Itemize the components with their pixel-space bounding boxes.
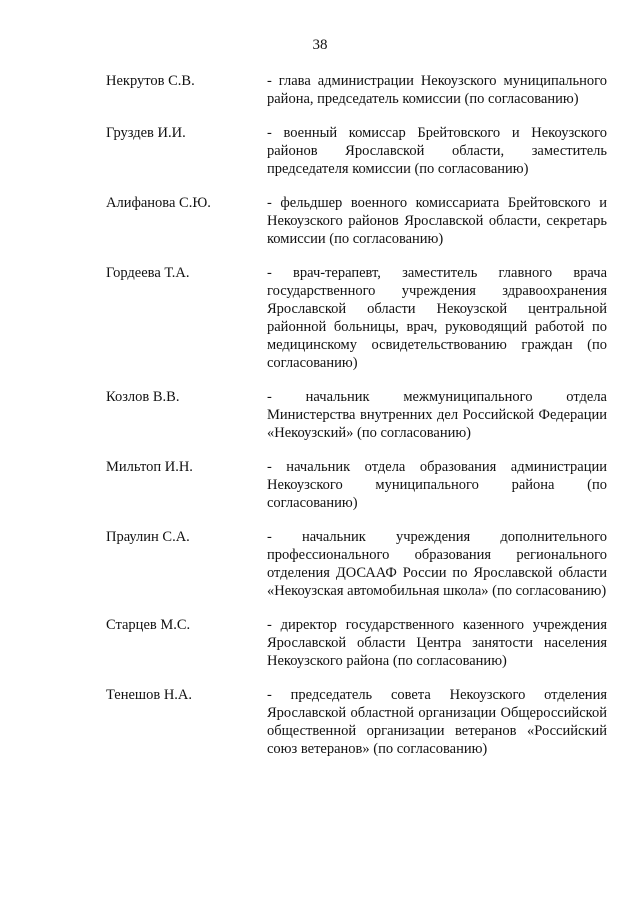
member-entry: [106, 194, 608, 248]
member-role: - фельдшер военного комиссариата Брейтовского и Некоузского районов Ярославской области, секретарь комиссии (по согласованию): [267, 195, 607, 247]
page-number: 38: [312, 37, 328, 53]
member-entry: [106, 616, 608, 670]
member-role: - начальник межмуниципального отдела Министерства внутренних дел Российской Федерации «Некоузский» (по согласованию): [267, 389, 607, 441]
commission-members-list: [106, 72, 608, 774]
member-name: Алифанова С.Ю.: [106, 195, 211, 211]
member-name: Груздев И.И.: [106, 125, 186, 141]
member-name: Тенешов Н.А.: [106, 687, 193, 703]
member-name: Гордеева Т.А.: [106, 265, 190, 281]
member-name: Старцев М.С.: [106, 617, 191, 633]
member-role: - председатель совета Некоузского отделения Ярославской областной организации Общероссийской общественной организации ветеранов «Российский союз ветеранов» (по согласованию): [267, 687, 607, 757]
member-entry: [106, 388, 608, 442]
member-entry: [106, 124, 608, 178]
member-name: Праулин С.А.: [106, 529, 190, 545]
member-role: - военный комиссар Брейтовского и Некоузского районов Ярославской области, заместитель председателя комиссии (по согласованию): [267, 125, 607, 177]
member-role: - начальник отдела образования администрации Некоузского муниципального района (по согласованию): [267, 459, 607, 511]
member-entry: [106, 72, 608, 108]
member-name: Мильтоп И.Н.: [106, 459, 193, 475]
member-role: - врач-терапевт, заместитель главного врача государственного учреждения здравоохранения Ярославской области Некоузской центральной районной больницы, врач, руководящий работой по медицинскому освидетельствованию граждан (по согласованию): [267, 265, 607, 371]
member-name: Некрутов С.В.: [106, 73, 195, 89]
member-role: - директор государственного казенного учреждения Ярославской области Центра занятости населения Некоузского района (по согласованию): [267, 617, 607, 669]
member-role: - глава администрации Некоузского муниципального района, председатель комиссии (по согласованию): [267, 73, 607, 107]
member-role: - начальник учреждения дополнительного профессионального образования регионального отделения ДОСААФ России по Ярославской области «Некоузская автомобильная школа» (по согласованию): [267, 529, 607, 599]
member-name: Козлов В.В.: [106, 389, 180, 405]
member-entry: [106, 458, 608, 512]
member-entry: [106, 686, 608, 758]
member-entry: [106, 528, 608, 600]
member-entry: [106, 264, 608, 372]
